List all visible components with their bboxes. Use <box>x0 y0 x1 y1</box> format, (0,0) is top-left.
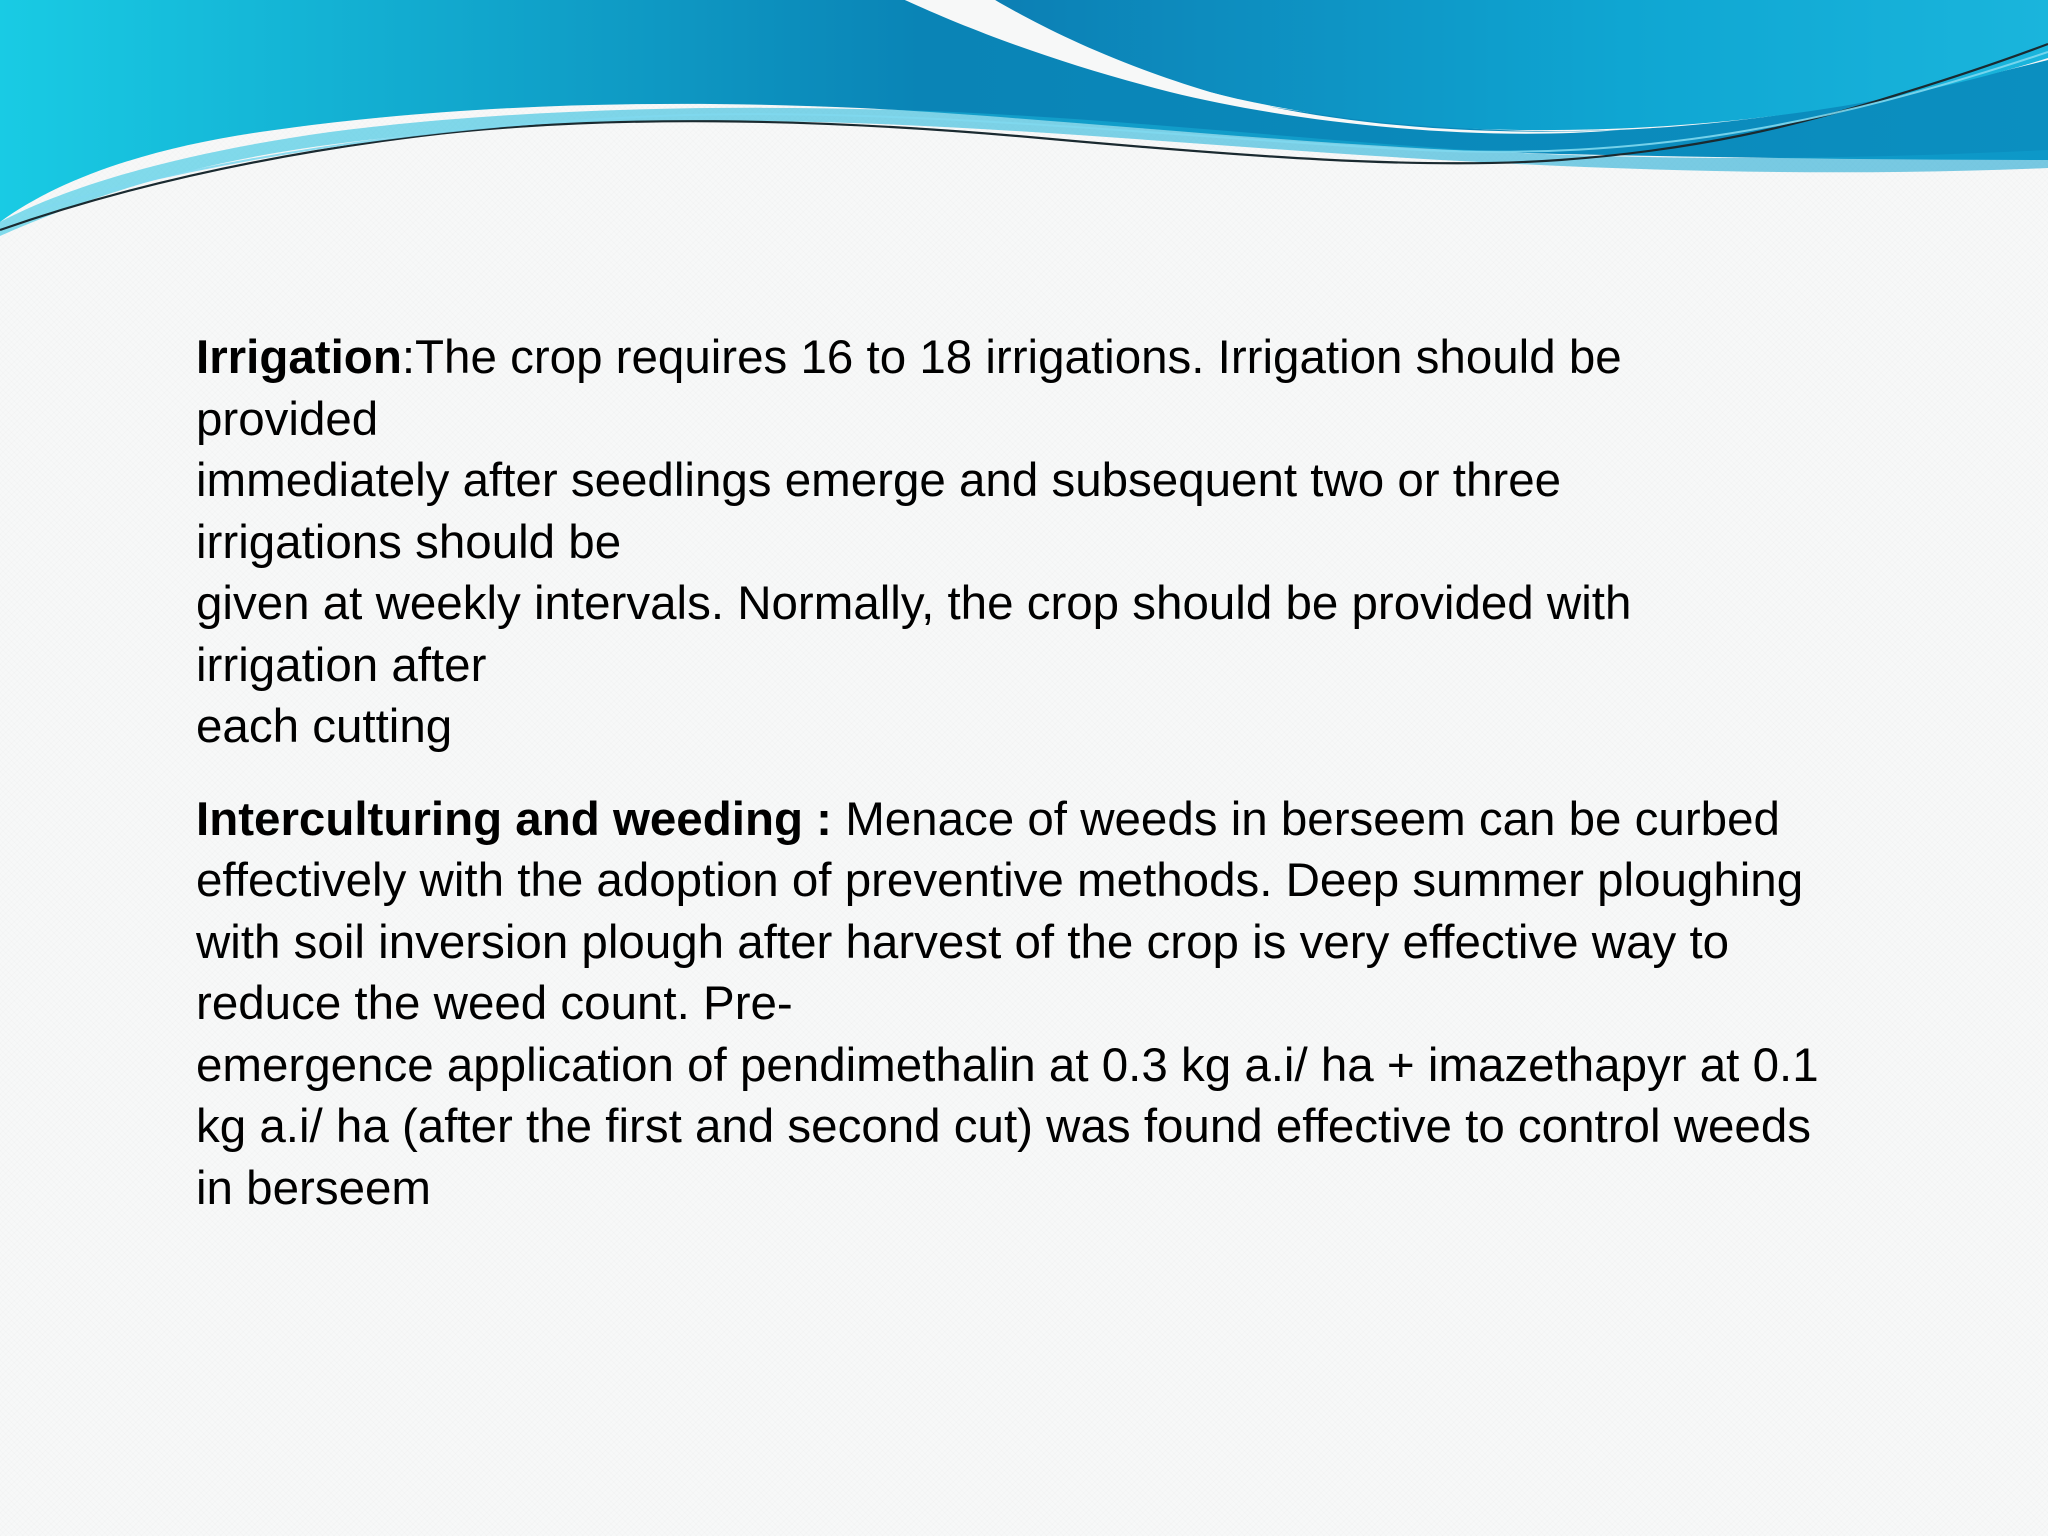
weeding-line-2: effectively with the adoption of preventive methods. Deep summer ploughing <box>196 854 1804 907</box>
irrigation-line-3: immediately after seedlings emerge and subsequent two or three <box>196 454 1562 507</box>
weeding-line-4: reduce the weed count. Pre- <box>196 977 793 1030</box>
weeding-line-5: emergence application of pendimethalin at 0.3 kg a.i/ ha + imazethapyr at 0.1 <box>196 1038 1819 1092</box>
irrigation-line-1 <box>196 327 1956 389</box>
weeding-heading: Interculturing and weeding : <box>196 792 832 846</box>
weeding-line-7: in berseem <box>196 1161 431 1215</box>
slide-content <box>196 327 1956 1219</box>
irrigation-line-4: irrigations should be <box>196 515 622 569</box>
irrigation-line-6: irrigation after <box>196 638 487 692</box>
irrigation-line-2: provided <box>196 392 379 446</box>
irrigation-heading: Irrigation <box>196 331 402 384</box>
weeding-line-3: with soil inversion plough after harvest of the crop is very effective way to <box>196 915 1730 969</box>
irrigation-line-5: given at weekly intervals. Normally, the crop should be provided with <box>196 577 1632 630</box>
weeding-paragraph <box>196 789 1956 1220</box>
header-wave-decoration <box>0 0 2048 240</box>
irrigation-text: :The crop requires 16 to 18 irrigations. Irrigation should be <box>401 331 1622 384</box>
irrigation-paragraph <box>196 327 1956 758</box>
weeding-line-1 <box>196 789 1956 851</box>
weeding-line-6: kg a.i/ ha (after the first and second cut) was found effective to control weeds <box>196 1100 1811 1153</box>
weeding-text: Menace of weeds in berseem can be curbed <box>832 792 1780 846</box>
irrigation-line-7: each cutting <box>196 700 453 753</box>
